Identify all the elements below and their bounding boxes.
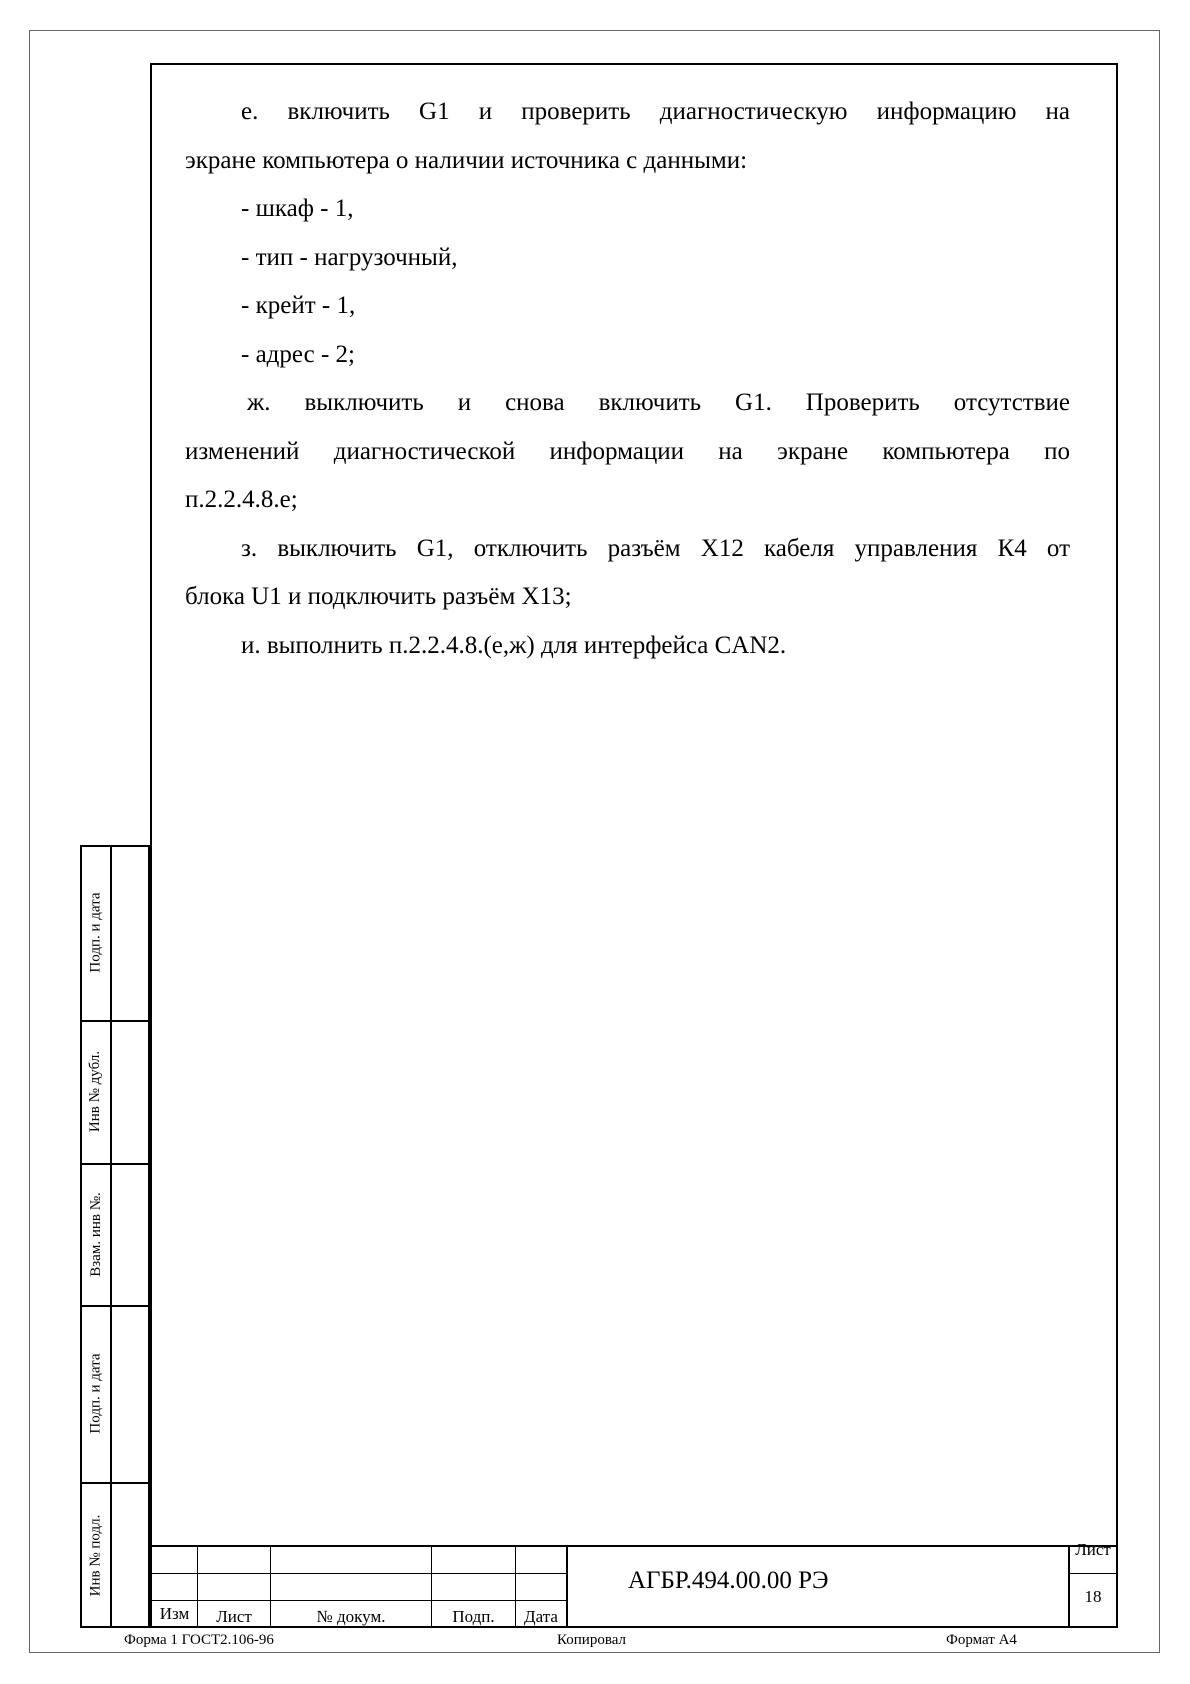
title-block-col-line: [566, 1545, 568, 1628]
sheet-number: 18: [1084, 1587, 1102, 1606]
list-item-address: - адрес - 2;: [241, 340, 355, 368]
col-list-label: Лист: [216, 1607, 252, 1626]
list-item-cabinet: - шкаф - 1,: [241, 195, 354, 222]
title-block-row-line: [150, 1600, 566, 1601]
list-item-crate: - крейт - 1,: [241, 292, 356, 319]
col-sign-label: Подп.: [452, 1607, 495, 1626]
paragraph-i-line1: и. выполнить п.2.2.4.8.(е,ж) для интерфейса CAN2.: [241, 631, 787, 659]
col-doc-label: № докум.: [316, 1607, 386, 1626]
paragraph-zh-line1: ж. выключить и снова включить G1. Проверить отсутствие: [247, 389, 1070, 416]
title-block-top-line: [150, 1545, 1118, 1547]
paragraph-zh-line3: п.2.2.4.8.е;: [185, 486, 298, 513]
title-block-row-line: [150, 1573, 566, 1574]
footer-format: Формат А4: [946, 1632, 1017, 1648]
body-text: [185, 88, 1070, 670]
side-stamp-divider: [110, 845, 112, 1628]
document-code: АГБР.494.00.00 РЭ: [628, 1567, 829, 1594]
side-label-sign-date: Подп. и дата: [87, 892, 104, 973]
side-label-sign-date-2: Подп. и дата: [87, 1353, 104, 1434]
paragraph-zh-line2: изменений диагностической информации на экране компьютера по: [185, 437, 1070, 465]
sheet-label: Лист: [1075, 1540, 1111, 1559]
side-label-replace-inv: Взам. инв №.: [87, 1191, 104, 1277]
list-item-type: - тип - нагрузочный,: [241, 243, 458, 271]
col-date-label: Дата: [524, 1607, 558, 1626]
side-label-orig-inv: Инв № подл.: [87, 1514, 104, 1596]
paragraph-e-line1: е. включить G1 и проверить диагностическую информацию на: [241, 98, 1070, 125]
side-stamp: [80, 845, 150, 1628]
paragraph-z-line1: з. выключить G1, отключить разъём X12 кабеля управления К4 от: [241, 534, 1070, 562]
col-izm-label: Изм: [159, 1604, 190, 1623]
paragraph-z-line2: блока U1 и подключить разъём X13;: [185, 583, 572, 610]
paragraph-e-line2: экране компьютера о наличии источника с данными:: [185, 146, 748, 174]
title-block-sheet-line: [1068, 1573, 1118, 1574]
footer-copied: Копировал: [557, 1632, 626, 1648]
side-label-dup-inv: Инв № дубл.: [87, 1050, 104, 1133]
footer-form: Форма 1 ГОСТ2.106-96: [124, 1632, 274, 1648]
